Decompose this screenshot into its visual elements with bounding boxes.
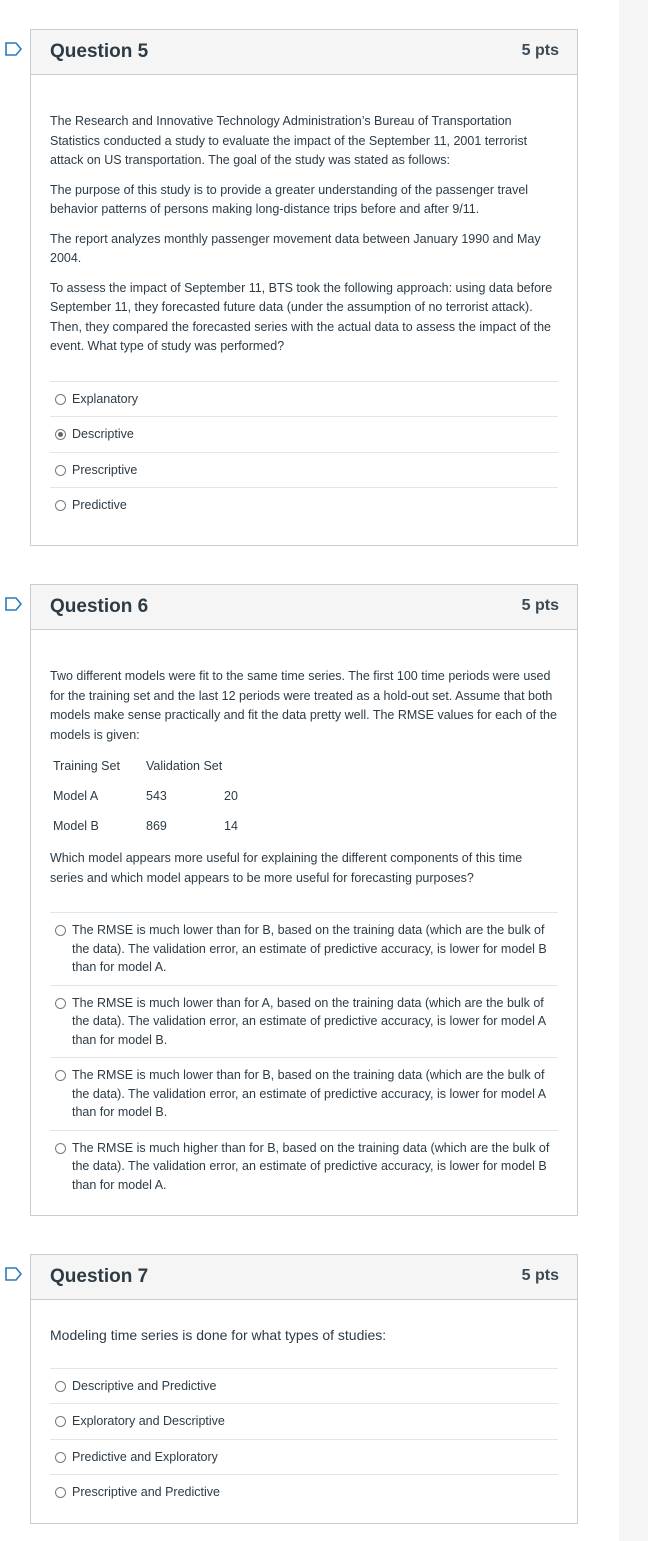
question-paragraph: The Research and Innovative Technology Administration’s Bureau of Transportation Statistics conducted a study to evaluate the impact of the September 11, 2001 terrorist attack on US transportation. The goal of the study was stated as follows: (50, 114, 528, 167)
answer-label: Descriptive and Predictive (72, 1378, 217, 1393)
answer-list (50, 381, 558, 523)
answer-option[interactable] (50, 1439, 558, 1475)
answer-label: The RMSE is much lower than for A, based on the training data (which are the bulk of the data). The validation error, an estimate of predictive accuracy, is lower for model A than for model B. (72, 995, 546, 1047)
right-sidebar-strip (619, 0, 648, 1541)
answer-list (50, 1368, 558, 1510)
radio-button[interactable] (55, 1487, 66, 1498)
answer-option[interactable] (50, 912, 558, 985)
answer-label: Predictive (72, 498, 127, 512)
answer-label: The RMSE is much lower than for B, based on the training data (which are the bulk of the data). The validation error, an estimate of predictive accuracy, is lower for model A than for model B. (72, 1068, 546, 1119)
question-text (50, 1326, 558, 1346)
radio-button[interactable] (55, 465, 66, 476)
answer-label: The RMSE is much lower than for B, based on the training data (which are the bulk of the data). The validation error, an estimate of predictive accuracy, is lower for model B than for model A. (72, 923, 547, 974)
radio-button[interactable] (55, 1416, 66, 1427)
question-text (50, 667, 558, 745)
radio-button[interactable] (55, 1070, 66, 1081)
answer-label: The RMSE is much higher than for B, based on the training data (which are the bulk of the data). The validation error, an estimate of predictive accuracy, is lower for model B than for model A. (72, 1140, 550, 1192)
question-6 (30, 584, 578, 1216)
answer-option[interactable] (50, 1057, 558, 1130)
question-paragraph: The report analyzes monthly passenger movement data between January 1990 and May 2004. (50, 231, 541, 265)
table-cell: Model B (53, 819, 99, 833)
question-paragraph: Which model appears more useful for explaining the different components of this time series and which model appears to be more useful for forecasting purposes? (50, 851, 523, 885)
radio-button-selected[interactable] (55, 429, 66, 440)
answer-option[interactable] (50, 381, 558, 417)
radio-button[interactable] (55, 1381, 66, 1392)
question-paragraph: To assess the impact of September 11, BTS took the following approach: using data before September 11, they forecasted future data (under the assumption of no terrorist attack). Then, they compared the forecasted series with the actual data to assess the impact of the event. What type of study was performed? (50, 280, 553, 353)
answer-label: Explanatory (72, 391, 139, 406)
question-text (50, 112, 558, 357)
question-title: Question 7 (50, 1266, 149, 1287)
answer-option[interactable] (50, 1403, 558, 1439)
table-cell: 14 (224, 819, 238, 833)
radio-button[interactable] (55, 1143, 66, 1154)
rmse-table (53, 751, 238, 841)
radio-button[interactable] (55, 394, 66, 405)
radio-button[interactable] (55, 998, 66, 1009)
answer-option[interactable] (50, 1474, 558, 1510)
radio-button[interactable] (55, 1452, 66, 1463)
question-paragraph: Modeling time series is done for what types of studies: (50, 1327, 387, 1343)
question-title: Question 5 (50, 41, 149, 62)
answer-label: Prescriptive (72, 462, 138, 477)
question-points: 5 pts (521, 1267, 559, 1284)
answer-option[interactable] (50, 487, 558, 523)
question-points: 5 pts (521, 42, 559, 59)
question-paragraph: The purpose of this study is to provide a greater understanding of the passenger travel behavior patterns of persons making long-distance trips before and after 9/11. (50, 182, 529, 216)
answer-option[interactable] (50, 452, 558, 488)
question-header (31, 585, 577, 630)
table-row (53, 781, 238, 811)
question-points: 5 pts (521, 597, 559, 614)
radio-button[interactable] (55, 925, 66, 936)
table-header-row (53, 751, 238, 781)
table-cell: 869 (146, 819, 167, 833)
answer-label: Predictive and Exploratory (72, 1449, 218, 1464)
flag-question-icon[interactable] (5, 42, 22, 56)
answer-option[interactable] (50, 1130, 558, 1203)
answer-label: Descriptive (72, 427, 134, 441)
flag-question-icon[interactable] (5, 597, 22, 611)
answer-option[interactable] (50, 416, 558, 452)
answer-label: Prescriptive and Predictive (72, 1485, 220, 1499)
radio-button[interactable] (55, 500, 66, 511)
answer-list (50, 912, 558, 1202)
table-cell: 20 (224, 789, 238, 803)
table-header-cell: Validation Set (146, 759, 223, 773)
question-header (31, 1255, 577, 1300)
table-cell: Model A (53, 789, 99, 803)
question-5 (30, 29, 578, 546)
question-text-followup (50, 849, 558, 888)
table-cell: 543 (146, 789, 167, 803)
question-title: Question 6 (50, 596, 149, 617)
answer-option[interactable] (50, 985, 558, 1058)
table-row (53, 811, 238, 841)
question-header (31, 30, 577, 75)
answer-option[interactable] (50, 1368, 558, 1404)
answer-label: Exploratory and Descriptive (72, 1414, 225, 1428)
flag-question-icon[interactable] (5, 1267, 22, 1281)
table-header-cell: Training Set (53, 759, 120, 773)
question-paragraph: Two different models were fit to the same time series. The first 100 time periods were used for the training set and the last 12 periods were treated as a hold-out set. Assume that both models make sense practically and fit the data pretty well. The RMSE values for each of the models is given: (50, 669, 557, 742)
question-7 (30, 1254, 578, 1524)
